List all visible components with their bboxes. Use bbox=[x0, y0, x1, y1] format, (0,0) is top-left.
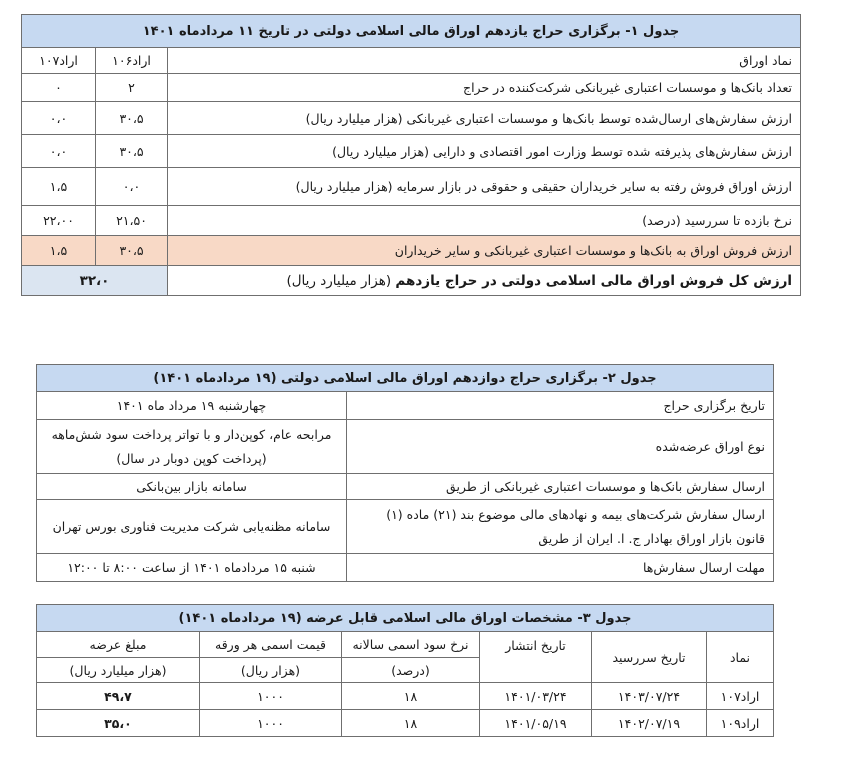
row-label: ارزش اوراق فروش رفته به سایر خریداران حقیقی و حقوقی در بازار سرمایه (هزار میلیارد ریال) bbox=[168, 168, 801, 206]
table-row bbox=[37, 554, 774, 582]
table-row bbox=[37, 420, 774, 474]
row-value-arad107: ۱،۵ bbox=[22, 168, 96, 206]
row-label: ارزش فروش اوراق به بانک‌ها و موسسات اعتباری غیربانکی و سایر خریداران bbox=[168, 236, 801, 266]
row-value: سامانه بازار بین‌بانکی bbox=[37, 474, 347, 500]
total-value: ۳۲،۰ bbox=[22, 266, 168, 296]
table-row bbox=[37, 474, 774, 500]
table-row bbox=[22, 168, 801, 206]
row-value-arad106: ۲۱،۵۰ bbox=[96, 206, 168, 236]
header-maturity: تاریخ سررسید bbox=[592, 632, 707, 683]
table3-header-row bbox=[37, 632, 774, 658]
table1-col-arad107: اراد۱۰۷ bbox=[22, 48, 96, 74]
header-issue-date: تاریخ انتشار bbox=[480, 632, 592, 683]
row-label: تعداد بانک‌ها و موسسات اعتباری غیربانکی شرکت‌کننده در حراج bbox=[168, 74, 801, 102]
row-label: ارسال سفارش شرکت‌های بیمه و نهادهای مالی موضوع بند (۲۱) ماده (۱) قانون بازار اوراق بهادار ج. ا. ایران از طریق bbox=[347, 500, 774, 554]
cell-maturity: ۱۴۰۳/۰۷/۲۴ bbox=[592, 683, 707, 710]
table-row bbox=[37, 392, 774, 420]
row-value-arad106: ۳۰،۵ bbox=[96, 236, 168, 266]
total-label-bold: ارزش کل فروش اوراق مالی اسلامی دولتی در حراج یازدهم bbox=[395, 272, 793, 289]
row-value-arad107: ۱،۵ bbox=[22, 236, 96, 266]
header-price-unit: (هزار ریال) bbox=[200, 658, 342, 683]
cell-issue-date: ۱۴۰۱/۰۳/۲۴ bbox=[480, 683, 592, 710]
table-row bbox=[22, 74, 801, 102]
table-row bbox=[22, 102, 801, 135]
cell-amount: ۳۵،۰ bbox=[37, 710, 200, 737]
table-row bbox=[22, 206, 801, 236]
cell-issue-date: ۱۴۰۱/۰۵/۱۹ bbox=[480, 710, 592, 737]
row-value: مرابحه عام، کوپن‌دار و با تواتر پرداخت سود شش‌ماهه (پرداخت کوپن دوبار در سال) bbox=[37, 420, 347, 474]
table-row bbox=[37, 683, 774, 710]
table1-total-row bbox=[22, 266, 801, 296]
table-row bbox=[22, 135, 801, 168]
row-label: نرخ بازده تا سررسید (درصد) bbox=[168, 206, 801, 236]
row-label: ارسال سفارش بانک‌ها و موسسات اعتباری غیربانکی از طریق bbox=[347, 474, 774, 500]
header-price: قیمت اسمی هر ورقه bbox=[200, 632, 342, 658]
header-amount: مبلغ عرضه bbox=[37, 632, 200, 658]
row-value-arad106: ۳۰،۵ bbox=[96, 102, 168, 135]
cell-amount: ۴۹،۷ bbox=[37, 683, 200, 710]
row-label: نوع اوراق عرضه‌شده bbox=[347, 420, 774, 474]
table1-header-row bbox=[22, 48, 801, 74]
auction-11-table bbox=[21, 14, 801, 296]
cell-maturity: ۱۴۰۲/۰۷/۱۹ bbox=[592, 710, 707, 737]
table1-title: جدول ۱- برگزاری حراج یازدهم اوراق مالی اسلامی دولتی در تاریخ ۱۱ مردادماه ۱۴۰۱ bbox=[22, 15, 801, 48]
row-value: چهارشنبه ۱۹ مرداد ماه ۱۴۰۱ bbox=[37, 392, 347, 420]
auction-12-table bbox=[36, 364, 774, 582]
cell-rate: ۱۸ bbox=[342, 710, 480, 737]
cell-rate: ۱۸ bbox=[342, 683, 480, 710]
cell-price: ۱۰۰۰ bbox=[200, 683, 342, 710]
row-label: ارزش سفارش‌های پذیرفته شده توسط وزارت امور اقتصادی و دارایی (هزار میلیارد ریال) bbox=[168, 135, 801, 168]
row-value-arad106: ۰،۰ bbox=[96, 168, 168, 206]
row-label: مهلت ارسال سفارش‌ها bbox=[347, 554, 774, 582]
table2-title: جدول ۲- برگزاری حراج دوازدهم اوراق مالی اسلامی دولتی (۱۹ مردادماه ۱۴۰۱) bbox=[37, 365, 774, 392]
header-rate-unit: (درصد) bbox=[342, 658, 480, 683]
cell-symbol: اراد۱۰۷ bbox=[707, 683, 774, 710]
row-value-arad107: ۲۲،۰۰ bbox=[22, 206, 96, 236]
cell-price: ۱۰۰۰ bbox=[200, 710, 342, 737]
table1-col-arad106: اراد۱۰۶ bbox=[96, 48, 168, 74]
header-symbol: نماد bbox=[707, 632, 774, 683]
table3-title: جدول ۳- مشخصات اوراق مالی اسلامی قابل عرضه (۱۹ مردادماه ۱۴۰۱) bbox=[37, 605, 774, 632]
row-label: تاریخ برگزاری حراج bbox=[347, 392, 774, 420]
row-value-arad106: ۳۰،۵ bbox=[96, 135, 168, 168]
row-value: شنبه ۱۵ مردادماه ۱۴۰۱ از ساعت ۸:۰۰ تا ۱۲:۰۰ bbox=[37, 554, 347, 582]
total-label bbox=[168, 266, 801, 296]
table-row-highlighted bbox=[22, 236, 801, 266]
row-value-arad107: ۰،۰ bbox=[22, 135, 96, 168]
table-row bbox=[37, 710, 774, 737]
row-value-arad107: ۰،۰ bbox=[22, 102, 96, 135]
securities-specs-table bbox=[36, 604, 774, 737]
header-amount-unit: (هزار میلیارد ریال) bbox=[37, 658, 200, 683]
header-rate: نرخ سود اسمی سالانه bbox=[342, 632, 480, 658]
row-value-arad107: ۰ bbox=[22, 74, 96, 102]
total-label-unit: (هزار میلیارد ریال) bbox=[286, 272, 396, 289]
cell-symbol: اراد۱۰۹ bbox=[707, 710, 774, 737]
table-row bbox=[37, 500, 774, 554]
row-value-arad106: ۲ bbox=[96, 74, 168, 102]
table1-header-label: نماد اوراق bbox=[168, 48, 801, 74]
row-label: ارزش سفارش‌های ارسال‌شده توسط بانک‌ها و موسسات اعتباری غیربانکی (هزار میلیارد ریال) bbox=[168, 102, 801, 135]
row-value: سامانه مظنه‌یابی شرکت مدیریت فناوری بورس تهران bbox=[37, 500, 347, 554]
